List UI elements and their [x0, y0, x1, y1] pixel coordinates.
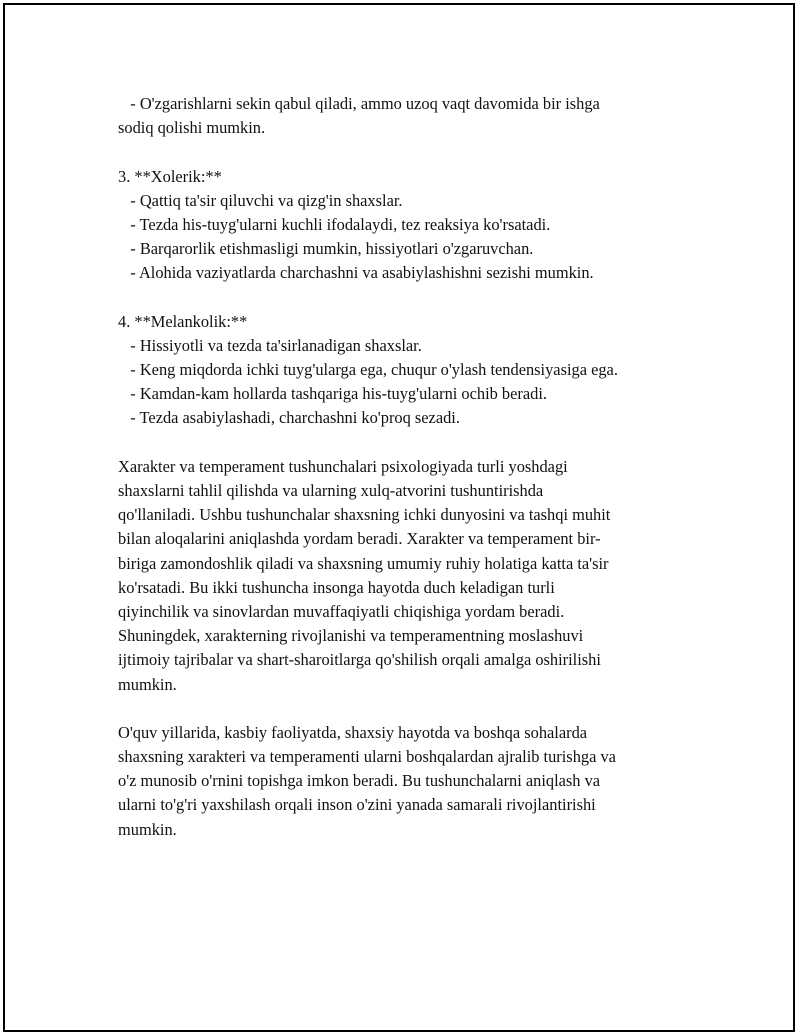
section-heading: 4. **Melankolik:** [118, 311, 248, 331]
text-line: Shuningdek, xarakterning rivojlanishi va temperamentning moslashuvi [118, 626, 584, 646]
text-line: qiyinchilik va sinovlardan muvaffaqiyatli chiqishiga yordam beradi. [118, 601, 565, 621]
text-line: ko'rsatadi. Bu ikki tushuncha insonga hayotda duch keladigan turli [118, 577, 555, 597]
text-line: bilan aloqalarini aniqlashda yordam beradi. Xarakter va temperament bir- [118, 529, 601, 549]
paragraph-gap [118, 697, 698, 721]
text-line: ularni to'g'ri yaxshilash orqali inson o'zini yanada samarali rivojlantirishi [118, 795, 596, 815]
paragraph-gap [118, 286, 698, 310]
text-line: Xarakter va temperament tushunchalari psixologiyada turli yoshdagi [118, 456, 568, 476]
section-melankolik [118, 310, 698, 431]
text-line: sodiq qolishi mumkin. [118, 118, 266, 138]
list-item: - Keng miqdorda ichki tuyg'ularga ega, chuqur o'ylash tendensiyasiga ega. [118, 360, 618, 380]
list-item: - Tezda his-tuyg'ularni kuchli ifodalaydi, tez reaksiya ko'rsatadi. [118, 214, 551, 234]
intro-continuation [118, 92, 698, 140]
text-line: mumkin. [118, 674, 177, 694]
list-item: - Qattiq ta'sir qiluvchi va qizg'in shaxslar. [118, 190, 403, 210]
list-item: - Tezda asabiylashadi, charchashni ko'proq sezadi. [118, 408, 460, 428]
section-heading: 3. **Xolerik:** [118, 166, 222, 186]
text-line: O'quv yillarida, kasbiy faoliyatda, shaxsiy hayotda va boshqa sohalarda [118, 722, 588, 742]
text-line: ijtimoiy tajribalar va shart-sharoitlarga qo'shilish orqali amalga oshirilishi [118, 650, 601, 670]
text-line: o'z munosib o'rnini topishga imkon beradi. Bu tushunchalarni aniqlash va [118, 771, 601, 791]
paragraph-gap [118, 140, 698, 164]
paragraph-2 [118, 721, 698, 842]
paragraph-gap [118, 431, 698, 455]
text-line: qo'llaniladi. Ushbu tushunchalar shaxsning ichki dunyosini va tashqi muhit [118, 505, 611, 525]
section-xolerik [118, 165, 698, 286]
text-line: - O'zgarishlarni sekin qabul qiladi, ammo uzoq vaqt davomida bir ishga [118, 94, 600, 113]
list-item: - Kamdan-kam hollarda tashqariga his-tuyg'ularni ochib beradi. [118, 384, 547, 404]
text-line: shaxsning xarakteri va temperamenti ularni boshqalardan ajralib turishga va [118, 747, 616, 767]
document-body [118, 92, 698, 842]
paragraph-1 [118, 455, 698, 697]
list-item: - Barqarorlik etishmasligi mumkin, hissiyotlari o'zgaruvchan. [118, 239, 534, 259]
text-line: mumkin. [118, 819, 177, 839]
list-item: - Alohida vaziyatlarda charchashni va asabiylashishni sezishi mumkin. [118, 263, 594, 283]
text-line: shaxslarni tahlil qilishda va ularning xulq-atvorini tushuntirishda [118, 481, 544, 500]
text-line: biriga zamondoshlik qiladi va shaxsning umumiy ruhiy holatiga katta ta'sir [118, 553, 609, 573]
list-item: - Hissiyotli va tezda ta'sirlanadigan shaxslar. [118, 335, 422, 355]
